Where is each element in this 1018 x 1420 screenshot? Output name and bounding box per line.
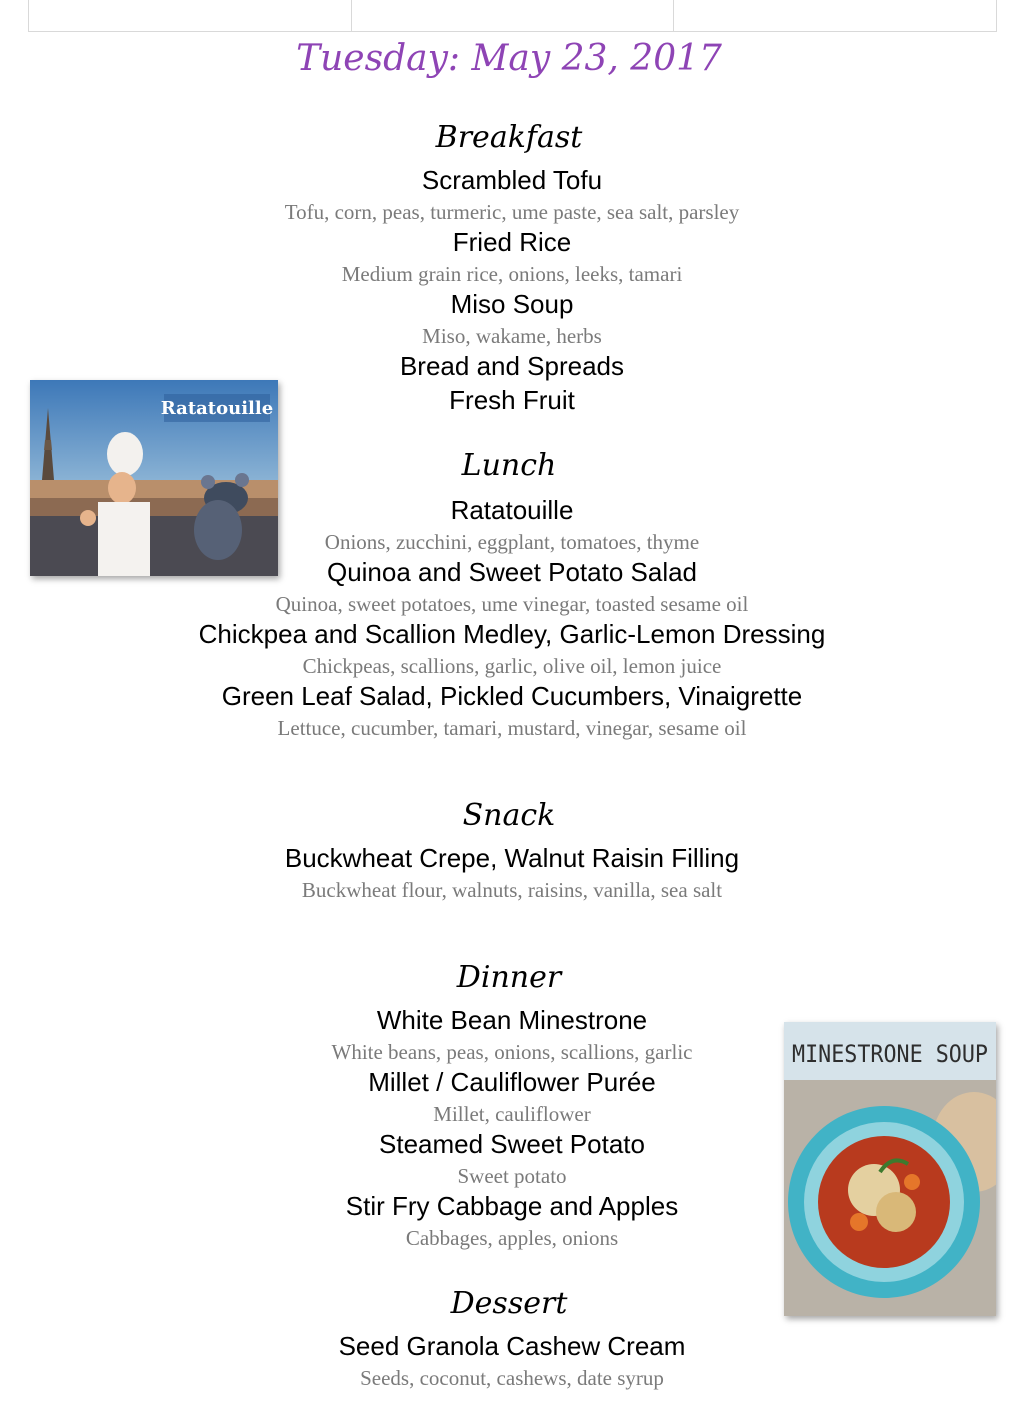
dinner-heading: Dinner: [456, 960, 562, 995]
dish-ingredients: Sweet potato: [457, 1164, 567, 1188]
dish-ingredients: Lettuce, cucumber, tamari, mustard, vinegar, sesame oil: [277, 716, 747, 740]
dish-ingredients: Tofu, corn, peas, turmeric, ume paste, sea salt, parsley: [284, 200, 740, 224]
dish-ingredients: Millet, cauliflower: [433, 1102, 591, 1126]
dish-ingredients: Quinoa, sweet potatoes, ume vinegar, toasted sesame oil: [275, 592, 749, 616]
table-cell: [29, 0, 352, 31]
dish-ingredients: Chickpeas, scallions, garlic, olive oil, lemon juice: [302, 654, 722, 678]
dish-name: Chickpea and Scallion Medley, Garlic-Lemon Dressing: [198, 619, 826, 649]
table-cell: [674, 0, 996, 31]
dish-name: Green Leaf Salad, Pickled Cucumbers, Vinaigrette: [221, 681, 803, 711]
date-title: Tuesday: May 23, 2017: [296, 38, 722, 79]
dish-name: Seed Granola Cashew Cream: [338, 1331, 686, 1361]
dish-name: Ratatouille: [450, 495, 574, 525]
dish-name: White Bean Minestrone: [376, 1005, 648, 1035]
snack-heading: Snack: [462, 798, 556, 833]
dish-ingredients: Cabbages, apples, onions: [405, 1226, 619, 1250]
dish-ingredients: Seeds, coconut, cashews, date syrup: [360, 1366, 664, 1390]
dish-ingredients: Onions, zucchini, eggplant, tomatoes, thyme: [324, 530, 700, 554]
lunch-heading: Lunch: [461, 448, 557, 483]
dish-ingredients: White beans, peas, onions, scallions, garlic: [331, 1040, 693, 1064]
ratatouille-image: [30, 380, 278, 576]
dessert-heading: Dessert: [450, 1286, 568, 1321]
dish-name: Bread and Spreads: [399, 351, 625, 381]
dish-name: Steamed Sweet Potato: [379, 1129, 645, 1159]
dish-name: Stir Fry Cabbage and Apples: [345, 1191, 679, 1221]
dish-ingredients: Medium grain rice, onions, leeks, tamari: [341, 262, 683, 286]
dish-name: Buckwheat Crepe, Walnut Raisin Filling: [284, 843, 740, 873]
top-table-cells: [28, 0, 997, 32]
ratatouille-caption: Ratatouille: [160, 398, 274, 419]
dish-name: Fried Rice: [452, 227, 572, 257]
dish-ingredients: Miso, wakame, herbs: [422, 324, 602, 348]
dish-name: Fresh Fruit: [449, 385, 575, 415]
table-cell: [352, 0, 675, 31]
dish-name: Millet / Cauliflower Purée: [368, 1067, 656, 1097]
breakfast-heading: Breakfast: [435, 120, 583, 155]
dish-ingredients: Buckwheat flour, walnuts, raisins, vanilla, sea salt: [301, 878, 723, 902]
dish-name: Scrambled Tofu: [421, 165, 603, 195]
minestrone-caption: MINESTRONE SOUP: [792, 1040, 988, 1068]
dish-name: Quinoa and Sweet Potato Salad: [326, 557, 698, 587]
minestrone-image: [784, 1022, 996, 1316]
dish-name: Miso Soup: [450, 289, 574, 319]
